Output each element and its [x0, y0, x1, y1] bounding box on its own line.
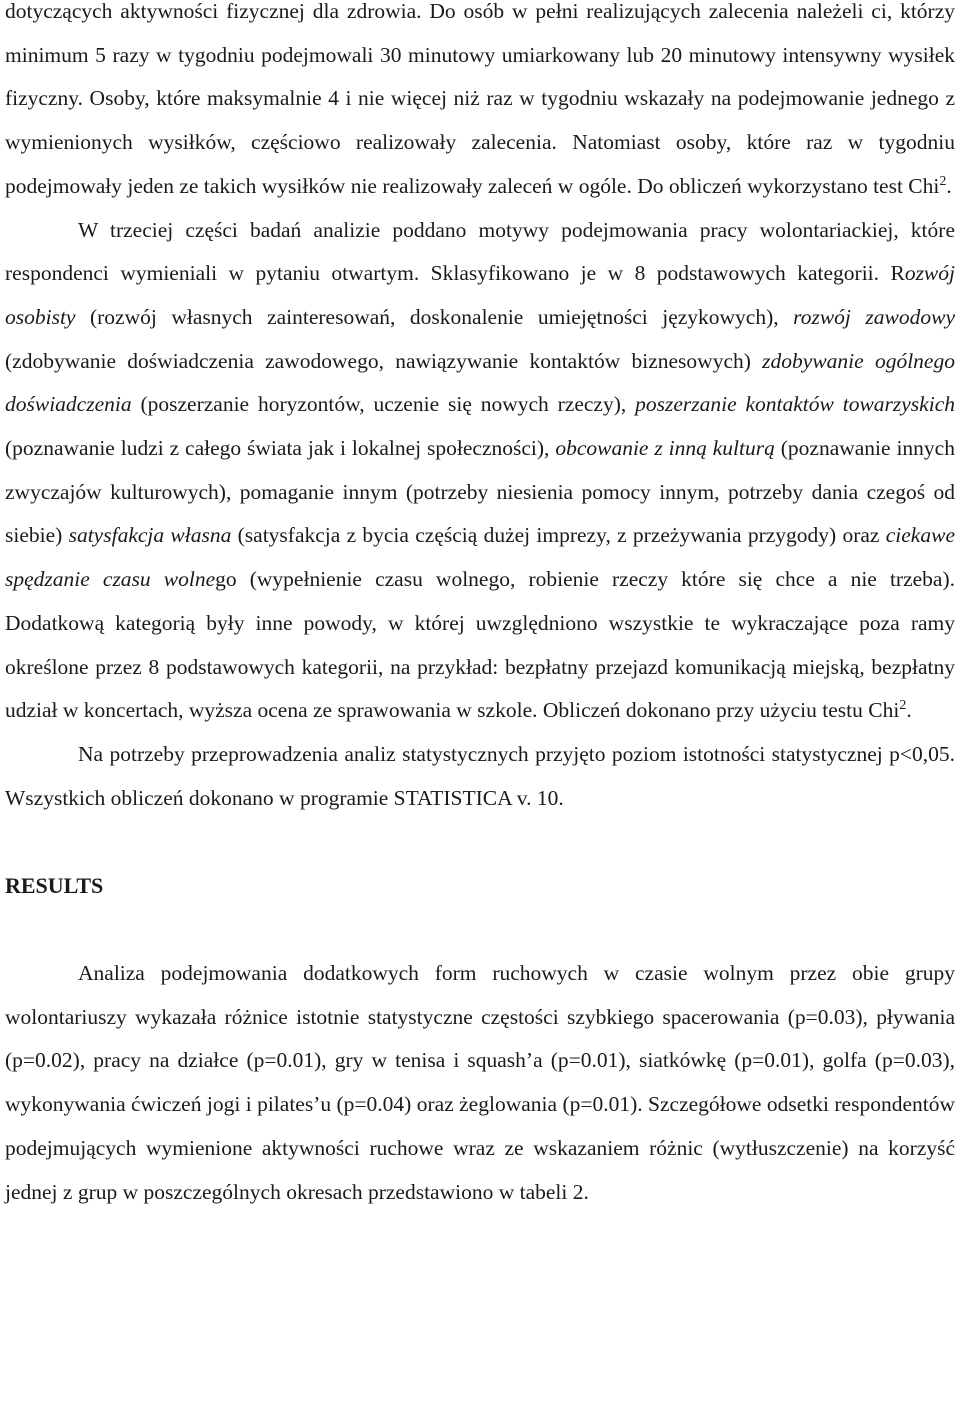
paragraph-motives [5, 209, 955, 733]
category-other-culture: obcowanie z inną kulturą [555, 436, 775, 461]
document-page [5, 0, 955, 1214]
category-personal-development: ozwój osobisty [5, 261, 955, 329]
p2-text-7: (satysfakcja z bycia częścią dużej imprezy, z przeżywania przygody) oraz [231, 523, 886, 548]
p2-text-3: (zdobywanie doświadczenia zawodowego, nawiązywanie kontaktów biznesowych) [5, 348, 763, 373]
section-gap [5, 820, 955, 864]
chi-squared-superscript-2: 2 [899, 698, 907, 714]
category-self-satisfaction: satysfakcja własna [68, 523, 232, 548]
category-professional-development: rozwój zawodowy [793, 304, 956, 329]
p2-text-4: (poszerzanie horyzontów, uczenie się nowych rzeczy), [131, 392, 636, 417]
section-gap-2 [5, 908, 955, 952]
paragraph-results-analysis: Analiza podejmowania dodatkowych form ruchowych w czasie wolnym przez obie grupy wolontariuszy wykazała różnice istotnie statystyczne częstości szybkiego spacerowania (p=0.03), pływania (p=0.02), pracy na działce (p=0.01), gry w tenisa i squash’a (p=0.01), siatkówkę (p=0.01), golfa (p=0.03), wykonywania ćwiczeń jogi i pilates’u (p=0.04) oraz żeglowania (p=0.01). Szczegółowe odsetki respondentów podejmujących wymienione aktywności ruchowe wraz ze wskazaniem różnic (wytłuszczenie) na korzyść jednej z grup w poszczególnych okresach przedstawiono w tabeli 2. [5, 961, 955, 1204]
category-social-contacts: poszerzanie kontaktów towarzyskich [635, 392, 955, 417]
p1-end: . [946, 173, 952, 198]
p2-text-6: (poznawanie innych zwyczajów kulturowych), pomaganie innym (potrzeby niesienia pomocy innym, potrzeby dania czegoś od siebie) [5, 436, 955, 548]
paragraph-significance-level: Na potrzeby przeprowadzenia analiz statystycznych przyjęto poziom istotności statystycznej p<0,05. Wszystkich obliczeń dokonano w programie STATISTICA v. 10. [5, 741, 955, 810]
category-general-experience: zdobywanie ogólnego doświadczenia [5, 348, 955, 417]
paragraph-activity-recommendations [5, 0, 955, 209]
section-heading-results: RESULTS [5, 873, 104, 899]
category-free-time: ciekawe spędzanie czasu wolne [5, 523, 955, 592]
p2-end: . [906, 698, 912, 723]
p2-text-2: (rozwój własnych zainteresowań, doskonalenie umiejętności językowych), [75, 304, 794, 329]
p2-text-5: (poznawanie ludzi z całego świata jak i lokalnej społeczności), [5, 436, 556, 461]
p2-text-1: W trzeciej części badań analizie poddano motywy podejmowania pracy wolontariackiej, które respondenci wymieniali w pytaniu otwartym. Sklasyfikowano je w 8 podstawowych kategorii. R [5, 217, 955, 286]
chi-squared-superscript: 2 [939, 173, 947, 189]
p1-text: dotyczących aktywności fizycznej dla zdrowia. Do osób w pełni realizujących zalecenia należeli ci, którzy minimum 5 razy w tygodniu podejmowali 30 minutowy umiarkowany lub 20 minutowy intensywny wysiłek fizyczny. Osoby, które maksymalnie 4 i nie więcej niż raz w tygodniu wskazały na podejmowanie jednego z wymienionych wysiłków, częściowo realizowały zalecenia. Natomiast osoby, które raz w tygodniu podejmowały jeden ze takich wysiłków nie realizowały zaleceń w ogóle. Do obliczeń wykorzystano test Chi [5, 0, 955, 198]
p2-text-8: go (wypełnienie czasu wolnego, robienie rzeczy które się chce a nie trzeba). Dodatkową kategorią były inne powody, w której uwzględniono wszystkie te wykraczające poza ramy określone przez 8 podstawowych kategorii, na przykład: bezpłatny przejazd komunikacją miejską, bezpłatny udział w koncertach, wyższa ocena ze sprawowania w szkole. Obliczeń dokonano przy użyciu testu Chi [5, 567, 955, 723]
